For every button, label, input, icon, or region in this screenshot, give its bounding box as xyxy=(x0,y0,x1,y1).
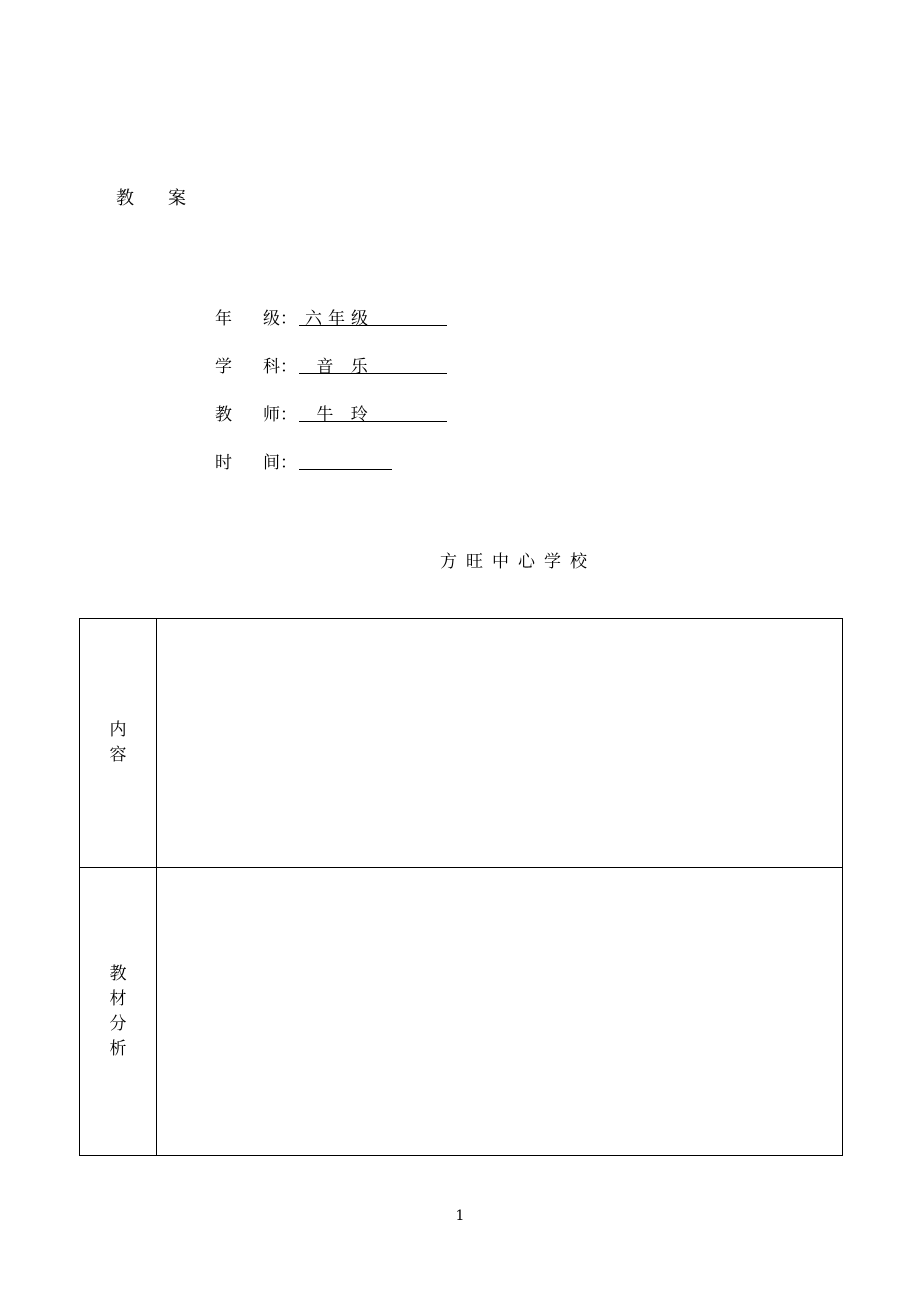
table-row-content xyxy=(80,619,843,868)
analysis-label-cell: 教 材 分 析 xyxy=(80,868,157,1156)
content-text-cell[interactable] xyxy=(157,619,843,868)
content-label-cell: 内 容 xyxy=(80,619,157,868)
time-label: 时 间： xyxy=(215,453,297,473)
time-field[interactable] xyxy=(299,448,392,470)
teacher-label: 教 师： xyxy=(215,405,297,425)
teacher-field[interactable]: 牛 玲 xyxy=(299,400,447,422)
title-char-2: 案 xyxy=(168,188,186,209)
subject-label: 学 科： xyxy=(215,357,297,377)
grade-label: 年 级： xyxy=(215,309,297,329)
grade-field[interactable]: 六年级 xyxy=(299,304,447,326)
document-title xyxy=(116,184,186,210)
school-name: 方旺中心学校 xyxy=(440,552,596,572)
page-number: 1 xyxy=(455,1208,465,1224)
subject-field[interactable]: 音 乐 xyxy=(299,352,447,374)
analysis-text-cell[interactable] xyxy=(157,868,843,1156)
lesson-table xyxy=(79,618,843,1156)
title-char-1: 教 xyxy=(116,188,134,209)
table-row-analysis xyxy=(80,868,843,1156)
